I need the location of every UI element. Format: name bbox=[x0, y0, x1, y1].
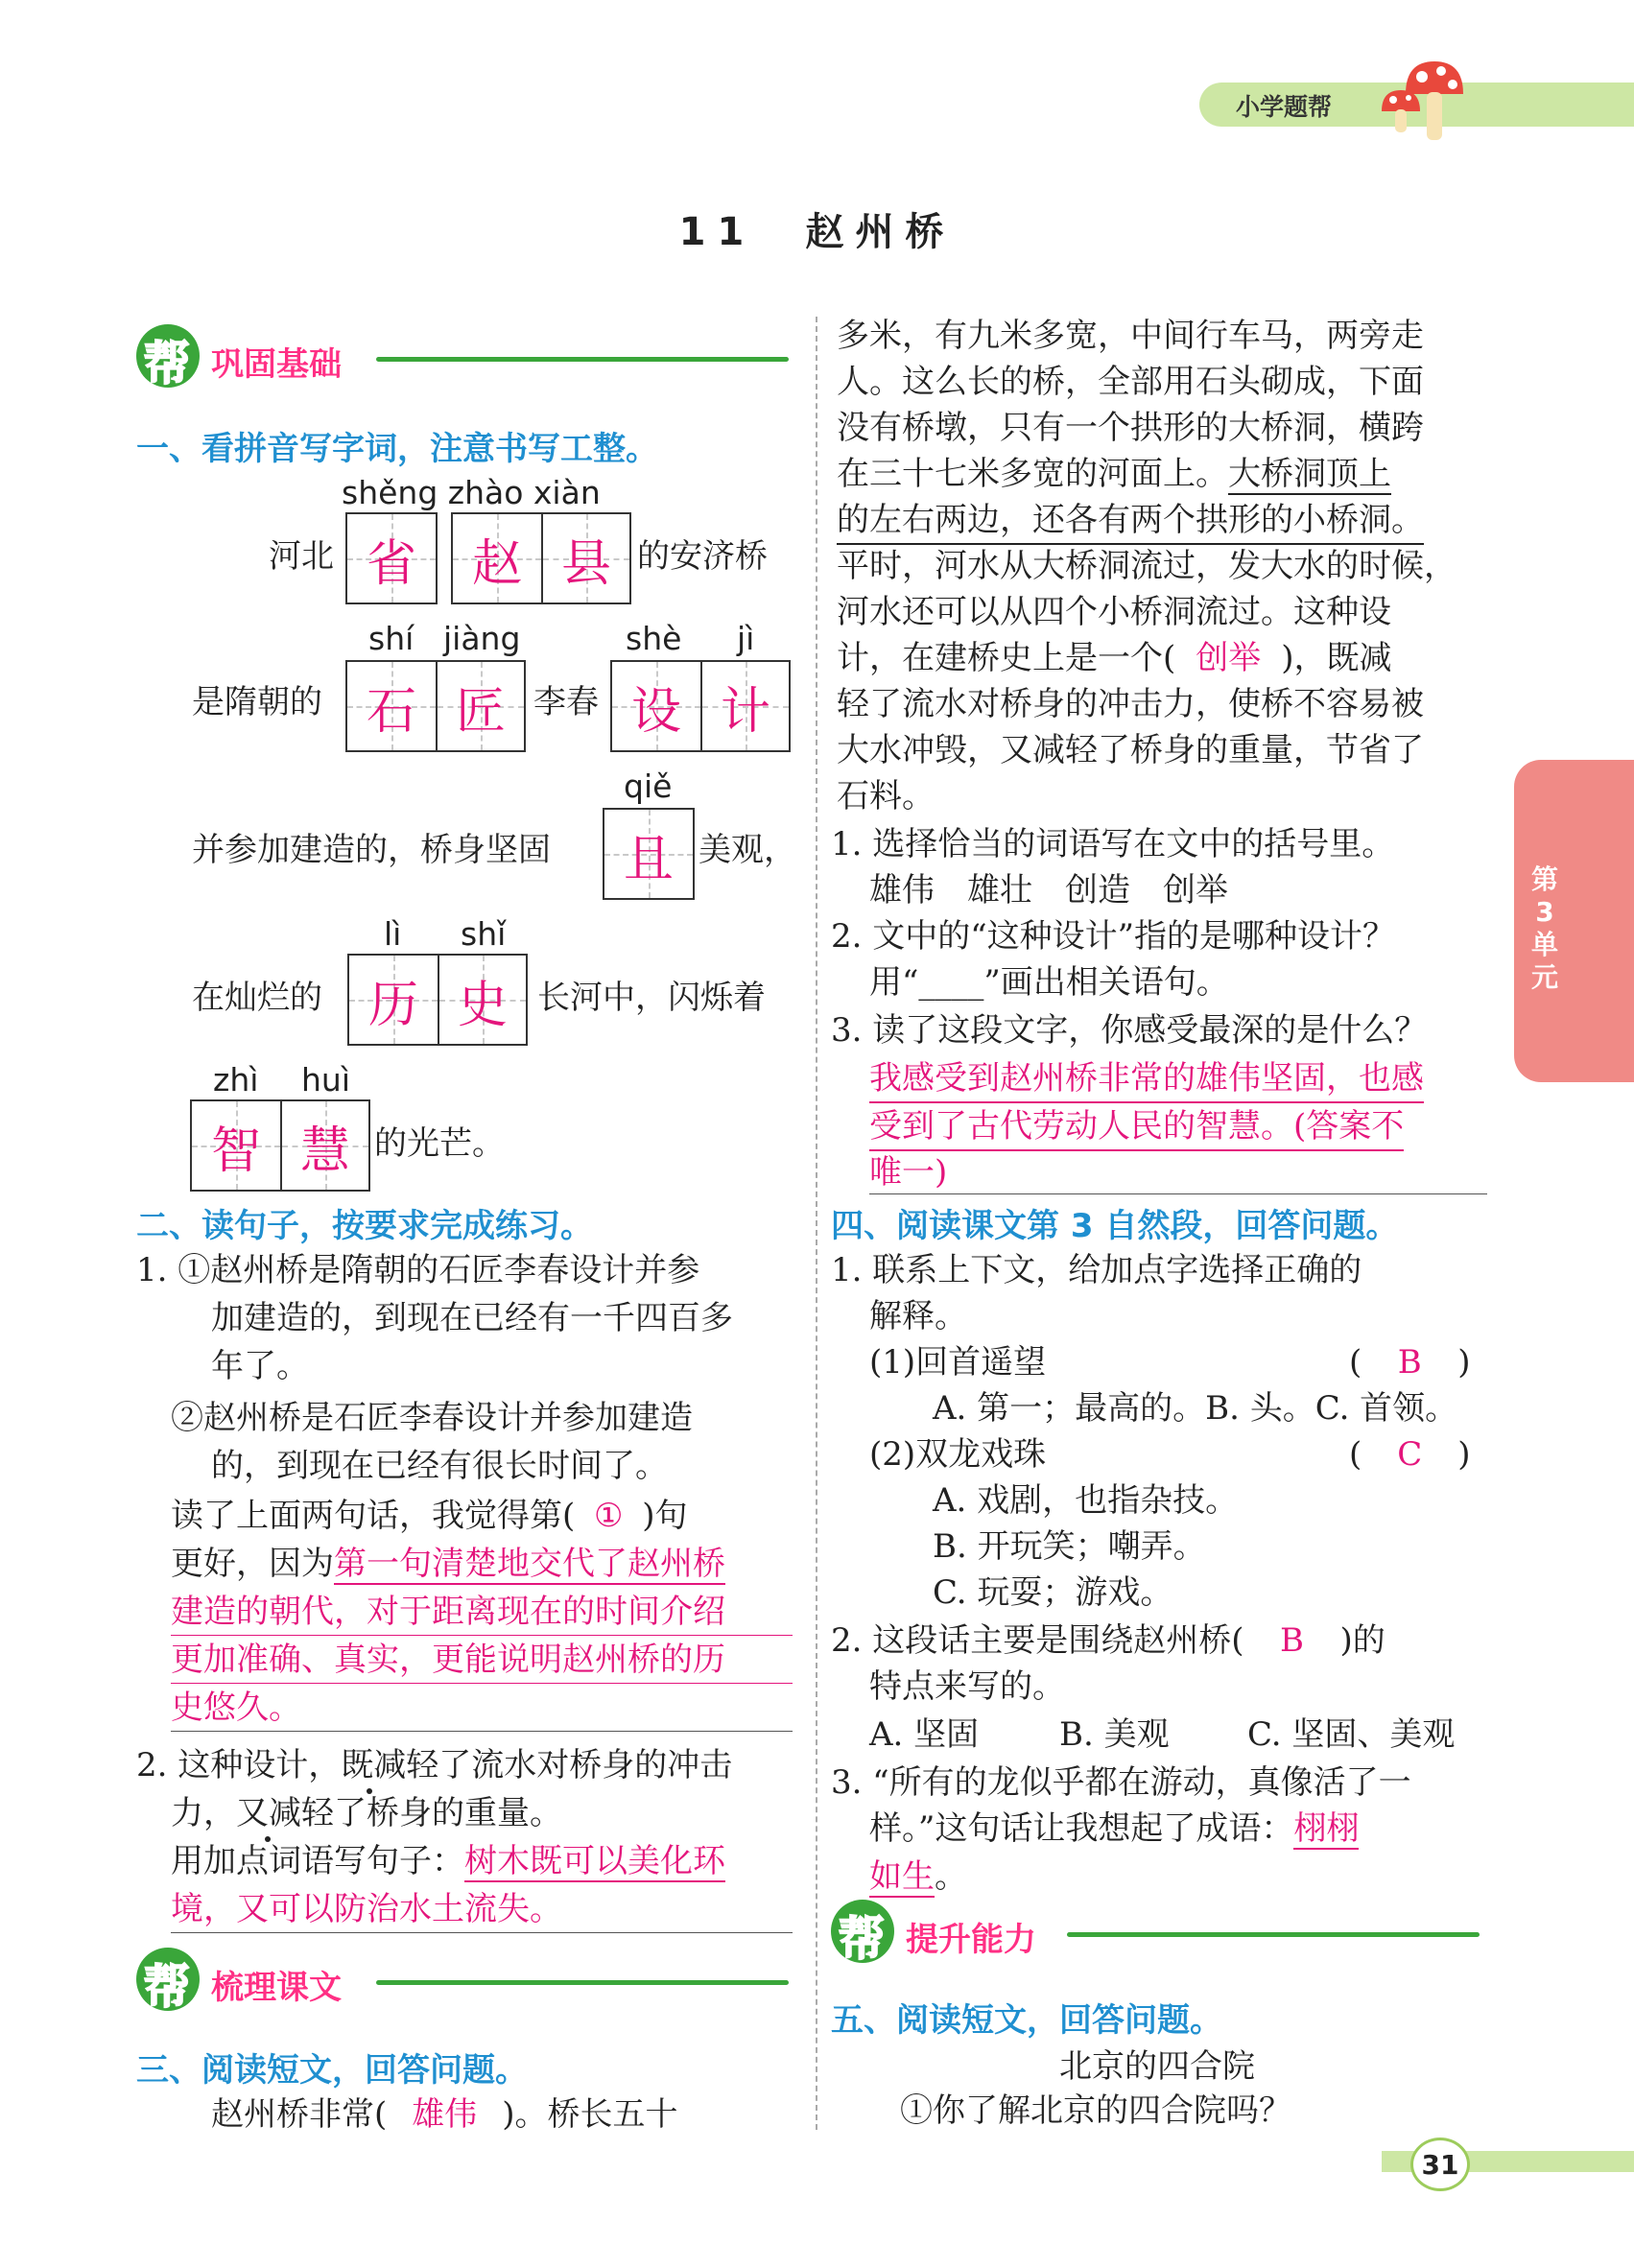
answer-text: 更加准确、真实，更能说明赵州桥的历 bbox=[171, 1641, 725, 1679]
pinyin-label: shǐ bbox=[461, 915, 507, 953]
text-line: 人。这么长的桥，全部用石头砌成，下面 bbox=[837, 363, 1424, 401]
answer-char: 县 bbox=[560, 534, 611, 593]
answer-char: 省 bbox=[366, 534, 416, 593]
text-line: 力，又减轻了桥身的重量。 bbox=[171, 1794, 562, 1832]
pinyin-label: shěng zhào xiàn bbox=[342, 474, 601, 511]
pinyin-label: shí bbox=[368, 620, 414, 657]
text-line: ②赵州桥是石匠李春设计并参加建造 bbox=[171, 1399, 693, 1437]
text-line: 赵州桥非常( 雄伟 )。桥长五十 bbox=[211, 2091, 678, 2138]
char-grid bbox=[451, 512, 631, 604]
text-line: 2. 这种设计，既减轻了流水对桥身的冲击 bbox=[136, 1746, 733, 1784]
text-segment: 李春 bbox=[533, 683, 599, 721]
text-line: A. 第一；最高的。B. 头。C. 首领。 bbox=[933, 1389, 1458, 1428]
q3-heading: 三、阅读短文，回答问题。 bbox=[136, 2051, 528, 2090]
char-grid bbox=[347, 954, 528, 1046]
pinyin-label: huì bbox=[301, 1061, 350, 1099]
text-line: 如生。 bbox=[869, 1857, 967, 1896]
answer-text: 建造的朝代，对于距离现在的时间介绍 bbox=[171, 1593, 725, 1631]
answer-char: 计 bbox=[720, 682, 770, 741]
char-grid bbox=[610, 660, 791, 752]
char-grid bbox=[345, 512, 438, 604]
text-line: (2)双龙戏珠 bbox=[869, 1435, 1047, 1474]
text-line: B. 开玩笑；嘲弄。 bbox=[933, 1527, 1206, 1566]
passage-title: 北京的四合院 bbox=[1059, 2047, 1255, 2086]
answer-text: ① bbox=[594, 1497, 624, 1535]
text-line: 1. 选择恰当的词语写在文中的括号里。 bbox=[831, 825, 1395, 863]
text-line: 2. 这段话主要是围绕赵州桥( B )的 bbox=[831, 1621, 1385, 1660]
text-line: ①你了解北京的四合院吗？ bbox=[900, 2091, 1291, 2130]
answer-text: 史悠久。 bbox=[171, 1689, 301, 1727]
text-segment: 河北 bbox=[269, 537, 334, 576]
text-line: 河水还可以从四个小桥洞流过。这种设 bbox=[837, 593, 1391, 631]
answer-char: 石 bbox=[366, 682, 416, 741]
char-grid bbox=[190, 1099, 370, 1192]
answer-char: 设 bbox=[630, 682, 681, 741]
column-divider bbox=[816, 317, 817, 2130]
pinyin-label: zhì bbox=[213, 1061, 259, 1099]
char-grid bbox=[345, 660, 526, 752]
text-line: 样。”这句话让我想起了成语：栩栩 bbox=[869, 1809, 1360, 1848]
answer-text: 境，又可以防治水土流失。 bbox=[171, 1890, 562, 1928]
answer-char: 慧 bbox=[299, 1122, 350, 1180]
option: A. 坚固 bbox=[869, 1715, 980, 1754]
text-line: 的左右两边，还各有两个拱形的小桥洞。 bbox=[837, 497, 1424, 545]
text-line: 3. “所有的龙似乎都在游动，真像活了一 bbox=[831, 1763, 1411, 1802]
option: C. 坚固、美观 bbox=[1247, 1715, 1456, 1754]
text-line: 轻了流水对桥身的冲击力，使桥不容易被 bbox=[837, 685, 1424, 723]
text-line: 平时，河水从大桥洞流过，发大水的时候， bbox=[837, 547, 1456, 585]
text-segment: 是隋朝的 bbox=[192, 683, 322, 721]
text-line: 年了。 bbox=[211, 1347, 309, 1385]
text-line: 读了上面两句话，我觉得第( ① )句 bbox=[171, 1493, 688, 1539]
pinyin-label: jì bbox=[737, 620, 755, 657]
q2-heading: 二、读句子，按要求完成练习。 bbox=[136, 1207, 593, 1245]
text-line: 用“____”画出相关语句。 bbox=[869, 963, 1229, 1002]
answer-text: 唯一) bbox=[869, 1153, 948, 1192]
text-line: 雄伟 雄壮 创造 创举 bbox=[869, 871, 1228, 910]
text-line: C. 玩耍；游戏。 bbox=[933, 1573, 1173, 1612]
answer-char: 且 bbox=[623, 830, 674, 888]
answer-paren: ( C ) bbox=[1349, 1435, 1471, 1474]
q4-heading: 四、阅读课文第 3 自然段，回答问题。 bbox=[831, 1207, 1399, 1245]
text-line: 2. 文中的“这种设计”指的是哪种设计？ bbox=[831, 917, 1396, 956]
q1-heading: 一、看拼音写字词，注意书写工整。 bbox=[136, 430, 658, 468]
answer-text: 第一句清楚地交代了赵州桥 bbox=[334, 1545, 725, 1583]
answer-text: 受到了古代劳动人民的智慧。(答案不 bbox=[869, 1103, 1404, 1151]
answer-text: 雄伟 bbox=[412, 2095, 478, 2134]
text-line: 计，在建桥史上是一个( 创举 )，既减 bbox=[837, 635, 1392, 681]
text-line: 特点来写的。 bbox=[869, 1667, 1065, 1706]
text-line: 解释。 bbox=[869, 1297, 967, 1335]
answer-char: 匠 bbox=[455, 682, 506, 741]
page-number: 31 bbox=[1410, 2138, 1470, 2191]
badge-improve: 帮 提升能力 bbox=[831, 1900, 1480, 1967]
text-line: 1. ①赵州桥是隋朝的石匠李春设计并参 bbox=[136, 1251, 700, 1289]
text-line: 在三十七米多宽的河面上。大桥洞顶上 bbox=[837, 455, 1391, 493]
mushroom-icon bbox=[1362, 56, 1468, 147]
text-segment: 并参加建造的，桥身坚固 bbox=[192, 831, 551, 869]
answer-char: 赵 bbox=[471, 534, 522, 593]
brand-label: 小学题帮 bbox=[1236, 93, 1333, 121]
answer-text: 创举 bbox=[1196, 639, 1262, 677]
text-line: 用加点词语写句子：树木既可以美化环 bbox=[171, 1842, 725, 1880]
answer-char: 史 bbox=[457, 976, 508, 1034]
lesson-title: 11 赵州桥 bbox=[678, 210, 956, 254]
text-line: 1. 联系上下文，给加点字选择正确的 bbox=[831, 1251, 1362, 1289]
pinyin-label: shè bbox=[626, 620, 682, 657]
answer-char: 历 bbox=[367, 976, 418, 1034]
q5-heading: 五、阅读短文，回答问题。 bbox=[831, 2001, 1222, 2040]
text-line: 大水冲毁，又减轻了桥身的重量，节省了 bbox=[837, 731, 1424, 769]
text-line: 更好，因为第一句清楚地交代了赵州桥 bbox=[171, 1545, 725, 1583]
text-line: 没有桥墩，只有一个拱形的大桥洞，横跨 bbox=[837, 409, 1424, 447]
text-line: 的，到现在已经有很长时间了。 bbox=[211, 1447, 668, 1485]
answer-text: 我感受到赵州桥非常的雄伟坚固，也感 bbox=[869, 1055, 1424, 1103]
text-line: (1)回首遥望 bbox=[869, 1343, 1047, 1382]
text-line: 多米，有九米多宽，中间行车马，两旁走 bbox=[837, 317, 1424, 355]
text-segment: 美观， bbox=[699, 831, 796, 869]
pinyin-label: qiě bbox=[624, 768, 673, 805]
badge-review: 帮 梳理课文 bbox=[136, 1948, 789, 2015]
option: B. 美观 bbox=[1059, 1715, 1170, 1754]
text-line: 石料。 bbox=[837, 777, 935, 815]
pinyin-label: jiàng bbox=[443, 620, 521, 657]
text-segment: 的光芒。 bbox=[374, 1124, 505, 1163]
badge-consolidate: 帮 巩固基础 bbox=[136, 324, 789, 391]
pinyin-label: lì bbox=[384, 915, 402, 953]
text-line: 加建造的，到现在已经有一千四百多 bbox=[211, 1299, 733, 1337]
text-line: 3. 读了这段文字，你感受最深的是什么？ bbox=[831, 1011, 1428, 1050]
unit-tab-label: 第3单元 bbox=[1530, 863, 1558, 993]
text-segment: 在灿烂的 bbox=[192, 979, 322, 1017]
char-grid bbox=[603, 808, 695, 900]
answer-char: 智 bbox=[210, 1122, 261, 1180]
text-segment: 的安济桥 bbox=[637, 537, 768, 576]
text-line: A. 戏剧，也指杂技。 bbox=[933, 1481, 1239, 1520]
text-segment: 长河中，闪烁着 bbox=[537, 979, 766, 1017]
answer-text: 树木既可以美化环 bbox=[464, 1842, 725, 1880]
answer-paren: ( B ) bbox=[1349, 1343, 1471, 1382]
